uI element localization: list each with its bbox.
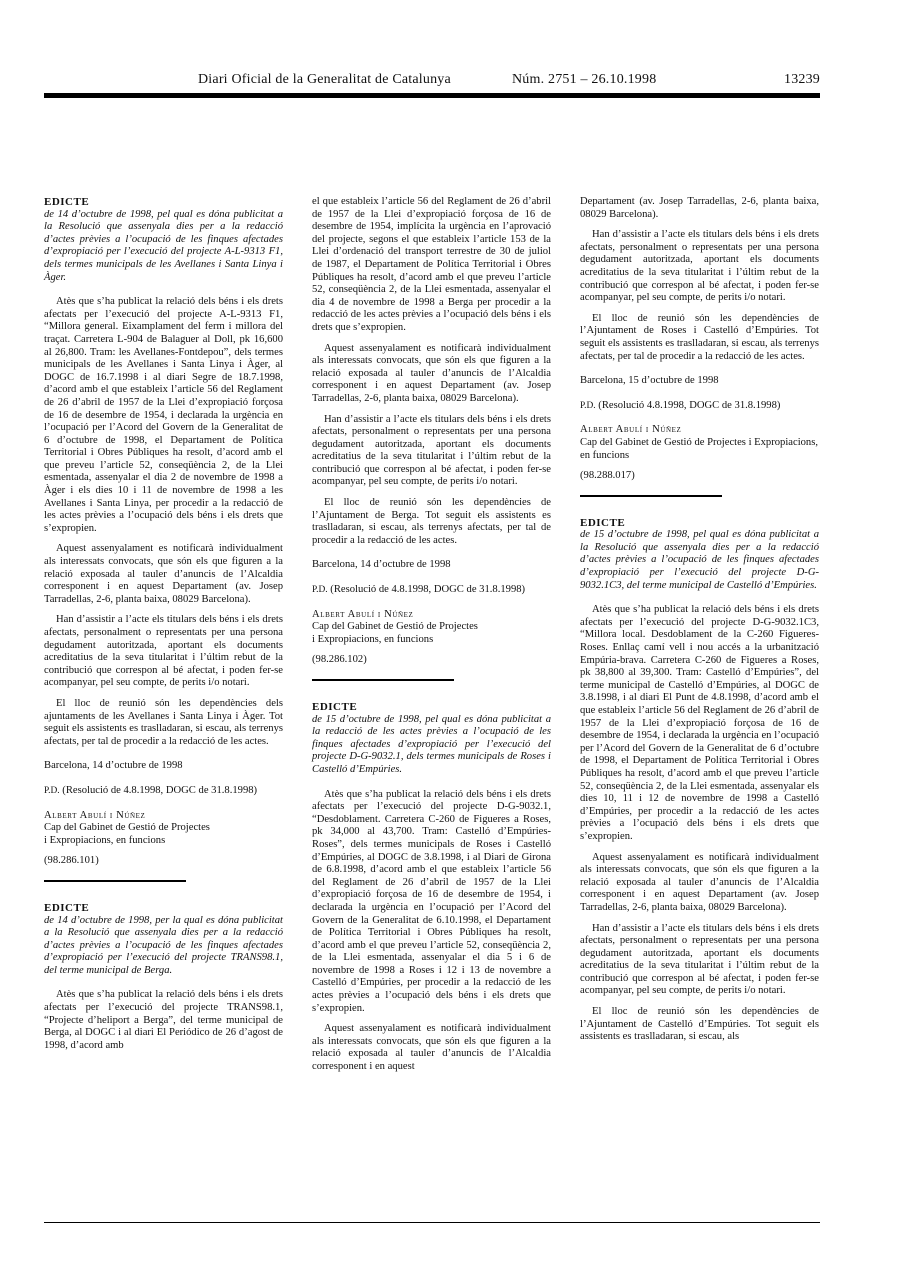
edicte-heading: EDICTE <box>312 701 358 713</box>
body-paragraph: El lloc de reunió són les dependències de l’Ajuntament de Castelló d’Empúries. Tot seguit els assistents es traslladaran, si escau, als <box>580 1006 819 1043</box>
body-paragraph: El lloc de reunió són les dependències dels ajuntaments de les Avellanes i Santa Linya i Àger. Tot seguit els assistents es traslladaran, si escau, als terrenys afectats, per tal de procedir a la redacció de les actes. <box>44 697 283 747</box>
delegation-abbr: P.D. <box>312 585 328 596</box>
delegation-text: (Resolució de 4.8.1998, DOGC de 31.8.1998) <box>59 784 258 796</box>
body-paragraph: Aquest assenyalament es notificarà individualment als interessats convocats, que són els que figuren a la relació exposada al tauler d’anuncis de l’Alcaldia corresponent i en aquest Departament (av. Josep Tarradellas, 2-6, planta baixa, 08029 Barcelona). <box>312 342 551 404</box>
signer-title-line: i Expropiacions, en funcions <box>44 834 166 846</box>
body-paragraph: Han d’assistir a l’acte els titulars dels béns i els drets afectats, personalment o representats per una persona degudament autoritzada, aportant els documents acreditatius de la seva titularitat i l’últim rebut de la contribució que correspon al bé afectat, i poden fer-se acompanyar, pel seu compte, de perits i/o notari. <box>580 229 819 304</box>
signer-title-line: Cap del Gabinet de Gestió de Projectes i Expropiacions, en funcions <box>580 436 819 461</box>
body-paragraph: Atès que s’ha publicat la relació dels béns i els drets afectats per l’execució del projecte D-G-9032.1, “Desdoblament. Carretera C-260 de Figueres a Roses, pk 34,000 al 43,700. Tram: Castelló d’Empúries-Roses”, dels termes municipals de Roses i Castelló d’Empúries, al DOGC de 3.8.1998, i al Diari de Girona de 6.8.1998, d’acord amb el que estableix l’article 56 del Reglament de 26 d’abril de 1957 de la Llei d’expropiació forçosa de 16 de desembre de 1954, i declarada la urgència en l’ocupació per l’Acord del Govern de la Generalitat de 6.10.1998, el Departament de Política Territorial i Obres Públiques ha resolt, d’acord amb el que preveu l’article 52, conseqüència 2, de la Llei esmentada, assenyalar el dia 5 i 6 de novembre de 1998 a Roses i 12 i 13 de novembre a Castelló d’Empúries, per procedir a la redacció de les actes prèvies a l’ocupació dels béns i els drets que s’expropien. <box>312 788 551 1014</box>
delegation-text: (Resolució de 4.8.1998, DOGC de 31.8.1998) <box>327 584 526 596</box>
signature-block <box>580 424 819 462</box>
edicte-summary: de 15 d’octubre de 1998, pel qual es dóna publicitat a la Resolució que assenyala dies per a la redacció d’actes prèvies a l’ocupació de les finques afectades d’expropiació per l’execució del projecte D-G-9032.1C3, del terme municipal de Castelló d’Empúries. <box>580 529 819 591</box>
column-2 <box>312 196 551 1074</box>
body-paragraph: Atès que s’ha publicat la relació dels béns i els drets afectats per l’execució del projecte D-G-9032.1C3, “Millora local. Desdoblament de la C-260 Figueres-Roses. Enllaç camí vell i nou accés a la urbanització Empúria-brava. Carretera C-260 de Figueres a Roses, pk 38,800 al 39,300. Tram: Castelló d’Empúries”, del terme municipal de Castelló d’Empúries, al DOGC de 3.8.1998, i al diari El Punt de 4.8.1998, d’acord amb el que estableix l’article 56 del Reglament de 26 d’abril de 1957 de la Llei d’expropiació forçosa de 16 de desembre de 1954, i declarada la urgència en l’ocupació per l’Acord del Govern de la Generalitat de 6 d’octubre de 1998, el Departament de Política Territorial i Obres Públiques ha resolt, d’acord amb el que preveu l’article 52, conseqüència 2, de la Llei esmentada, assenyalar els dies 10, 11 i 12 de novembre de 1998 a Castelló d’Empúries, per procedir a la redacció de les actes prèvies a l’ocupació dels béns i els drets que s’expropien. <box>580 604 819 842</box>
edicte-heading: EDICTE <box>580 516 626 529</box>
delegation-note <box>44 785 283 798</box>
delegation-note <box>312 584 551 597</box>
signer-name: Albert Abulí i Núñez <box>44 809 146 821</box>
body-paragraph: Departament (av. Josep Tarradellas, 2-6, planta baixa, 08029 Barcelona). <box>580 196 819 220</box>
delegation-abbr: P.D. <box>580 400 596 411</box>
body-paragraph: Han d’assistir a l’acte els titulars dels béns i els drets afectats, personalment o representats per una persona degudament autoritzada, aportant els documents acreditatius de la seva titularitat i l’últim rebut de la contribució que correspon al bé afectat, i poden fer-se acompanyar, pel seu compte, de perits i/o notari. <box>44 614 283 689</box>
signer-title-line: Cap del Gabinet de Gestió de Projectes <box>312 621 478 633</box>
body-paragraph: Aquest assenyalament es notificarà individualment als interessats convocats, que són els que figuren a la relació exposada al tauler d’anuncis de l’Alcaldia corresponent i en aquest Departament (av. Josep Tarradellas, 2-6, planta baixa, 08029 Barcelona). <box>580 851 819 913</box>
delegation-note <box>580 400 819 413</box>
reference-number: (98.286.102) <box>312 654 367 666</box>
edicte-heading: EDICTE <box>44 901 90 914</box>
column-3 <box>580 196 819 1044</box>
header-rule <box>44 93 820 98</box>
body-paragraph: Han d’assistir a l’acte els titulars dels béns i els drets afectats, personalment o representats per una persona degudament autoritzada, aportant els documents acreditatius de la seva titularitat i l’últim rebut de la contribució que correspon al bé afectat, i poden fer-se acompanyar, pel seu compte, de perits i/o notari. <box>312 413 551 488</box>
place-date: Barcelona, 14 d’octubre de 1998 <box>312 559 451 571</box>
section-rule <box>44 880 186 882</box>
body-paragraph: Aquest assenyalament es notificarà individualment als interessats convocats, que són els que figuren a la relació exposada al tauler d’anuncis de l’Alcaldia corresponent i en aquest Departament (av. Josep Tarradellas, 2-6, planta baixa, 08029 Barcelona). <box>44 543 283 605</box>
signer-name: Albert Abulí i Núñez <box>312 608 414 620</box>
place-date: Barcelona, 14 d’octubre de 1998 <box>44 760 183 772</box>
reference-number: (98.286.101) <box>44 855 99 867</box>
signer-title-line: i Expropiacions, en funcions <box>312 633 434 645</box>
page-header <box>44 70 820 92</box>
signer-name: Albert Abulí i Núñez <box>580 424 682 436</box>
reference-number: (98.288.017) <box>580 470 635 482</box>
issue-number: Núm. 2751 – 26.10.1998 <box>512 72 657 87</box>
column-1 <box>44 196 283 1052</box>
signature-block <box>312 609 551 647</box>
section-rule <box>312 679 454 681</box>
place-date: Barcelona, 15 d’octubre de 1998 <box>580 375 719 387</box>
footer-rule <box>44 1222 820 1223</box>
delegation-abbr: P.D. <box>44 785 60 796</box>
publication-title: Diari Oficial de la Generalitat de Catalunya <box>198 72 451 87</box>
body-paragraph: Han d’assistir a l’acte els titulars dels béns i els drets afectats, personalment o representats per una persona degudament autoritzada, aportant els documents acreditatius de la seva titularitat i l’últim rebut de la contribució que correspon al bé afectat, i poden fer-se acompanyar, pel seu compte, de perits i/o notari. <box>580 922 819 997</box>
signer-title-line: Cap del Gabinet de Gestió de Projectes <box>44 822 210 834</box>
edicte-summary: de 15 d’octubre de 1998, pel qual es dóna publicitat a la redacció de les actes prèvies a l’ocupació de les finques afectades d’expropiació per l’execució del projecte D-G-9032.1, dels termes municipals de Roses i Castelló d’Empúries. <box>312 713 551 775</box>
body-paragraph: Atès que s’ha publicat la relació dels béns i els drets afectats per l’execució del projecte TRANS98.1, “Projecte d’heliport a Berga”, del terme municipal de Berga, al DOGC i al diari El Periódico de 26 d’agost de 1998, d’acord amb <box>44 989 283 1051</box>
edicte-summary: de 14 d’octubre de 1998, pel qual es dóna publicitat a la Resolució que assenyala dies per a la redacció d’actes prèvies a l’ocupació de les finques afectades d’expropiació per l’execució del projecte A-L-9313 F1, dels termes municipals de les Avellanes i Santa Linya i Àger. <box>44 208 283 283</box>
edicte-heading: EDICTE <box>44 196 90 208</box>
body-paragraph: el que estableix l’article 56 del Reglament de 26 d’abril de 1957 de la Llei d’expropiació forçosa de 16 de desembre de 1954, implícita la urgència en l’aprovació del projecte, segons el que estableix l’article 153 de la Llei d’ordenació del transport terrestre de 30 de juliol de 1987, el Departament de Política Territorial i Obres Públiques ha resolt, d’acord amb el que preveu l’article 52, conseqüència 2, de la Llei esmentada, assenyalar el dia 4 de novembre de 1998 a Berga per procedir a la redacció de les actes prèvies a l’ocupació dels béns i els drets que s’expropien. <box>312 196 551 333</box>
delegation-text: (Resolució 4.8.1998, DOGC de 31.8.1998) <box>595 399 781 411</box>
section-rule <box>580 495 722 497</box>
body-paragraph: Atès que s’ha publicat la relació dels béns i els drets afectats per l’execució del projecte A-L-9313 F1, “Millora general. Eixamplament del ferm i millora del traçat. Carretera L-904 de Balaguer al Doll, pk 16,600 al 26,800. Tram: les Avellanes-Fontdepou”, dels termes municipals de les Avellanes i Santa Linya i Àger, al DOGC de 16.7.1998 i al diari Segre de 18.7.1998, d’acord amb el que estableix l’article 56 del Reglament de 26 d’abril de 1957 de la Llei d’expropiació forçosa de 16 de desembre de 1954, i declarada la urgència en l’ocupació per l’Acord del Govern de la Generalitat de 6 d’octubre de 1998, el Departament de Política Territorial i Obres Públiques ha resolt, d’acord amb el que preveu l’article 52, conseqüència 2, de la Llei esmentada, assenyalar el dia 2 de novembre de 1998 a Àger i els dies 10 i 11 de novembre de 1998 a les Avellanes i Santa Linya, per procedir a la redacció de les actes prèvies a l’ocupació dels béns i els drets que s’expropien. <box>44 296 283 534</box>
body-paragraph: El lloc de reunió són les dependències de l’Ajuntament de Roses i Castelló d’Empúries. Tot seguit els assistents es traslladaran, si escau, als terrenys afectats, per tal de procedir a la redacció de les actes. <box>580 312 819 362</box>
edicte-summary: de 14 d’octubre de 1998, per la qual es dóna publicitat a la Resolució que assenyala dies per a la redacció d’actes prèvies a l’ocupació de les finques afectades d’expropiació per l’execució del projecte TRANS98.1, del terme municipal de Berga. <box>44 914 283 976</box>
body-paragraph: Aquest assenyalament es notificarà individualment als interessats convocats, que són els que figuren a la relació exposada al tauler d’anuncis de l’Alcaldia corresponent i en aquest <box>312 1023 551 1073</box>
page-number: 13239 <box>784 72 820 87</box>
body-paragraph: El lloc de reunió són les dependències de l’Ajuntament de Berga. Tot seguit els assistents es traslladaran, si escau, als terrenys afectats, per tal de procedir a la redacció de les actes. <box>312 497 551 546</box>
signature-block <box>44 810 283 848</box>
